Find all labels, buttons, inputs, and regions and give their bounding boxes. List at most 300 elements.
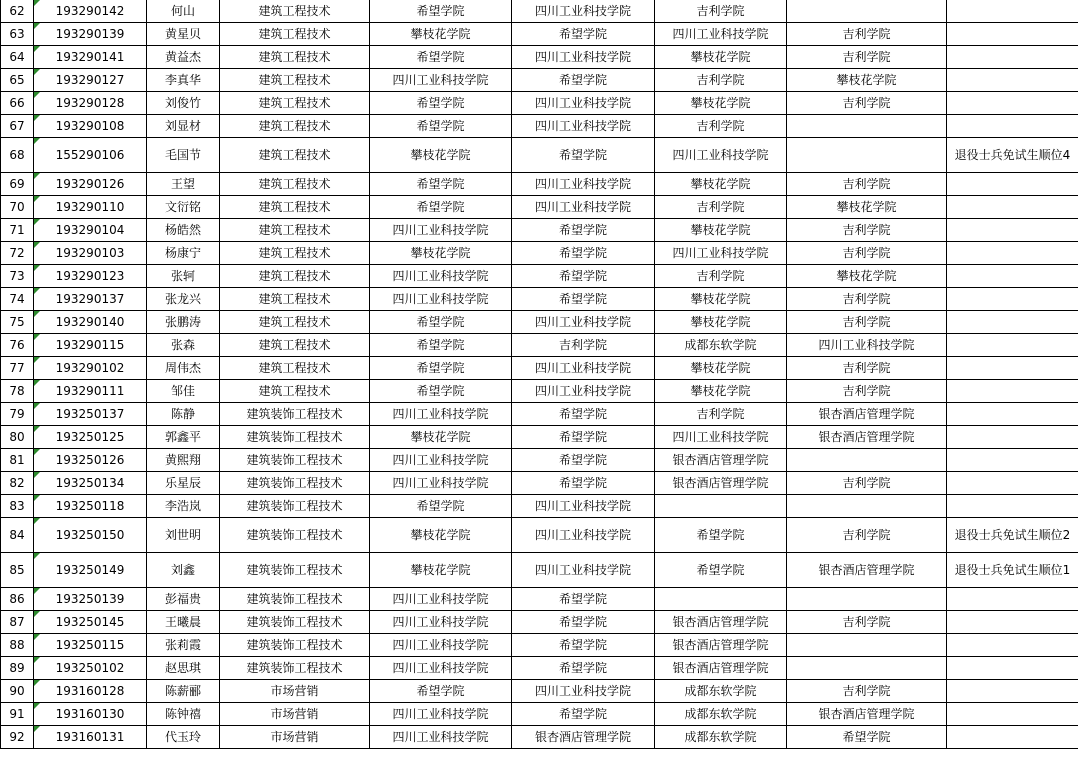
- choice-4-cell: [787, 0, 947, 23]
- note-cell: [947, 611, 1078, 634]
- student-id-cell: 193160130: [34, 703, 147, 726]
- table-row: [1, 196, 1078, 219]
- table-row: [1, 357, 1078, 380]
- choice-1-cell: 希望学院: [370, 357, 512, 380]
- table-row: [1, 518, 1078, 553]
- student-id-cell: 193160131: [34, 726, 147, 749]
- student-name-cell: 文衍铭: [147, 196, 220, 219]
- table-row: [1, 588, 1078, 611]
- major-cell: 建筑工程技术: [220, 242, 370, 265]
- table-row: [1, 403, 1078, 426]
- choice-4-cell: 吉利学院: [787, 219, 947, 242]
- choice-2-cell: 四川工业科技学院: [512, 518, 655, 553]
- student-id-cell: 193250150: [34, 518, 147, 553]
- student-id-cell: 193290108: [34, 115, 147, 138]
- row-number-cell: 74: [1, 288, 34, 311]
- row-number-cell: 88: [1, 634, 34, 657]
- table-row: [1, 92, 1078, 115]
- note-cell: [947, 288, 1078, 311]
- major-cell: 建筑工程技术: [220, 46, 370, 69]
- student-name-cell: 郭鑫平: [147, 426, 220, 449]
- choice-4-cell: [787, 657, 947, 680]
- choice-2-cell: 希望学院: [512, 403, 655, 426]
- table-row: [1, 449, 1078, 472]
- note-cell: [947, 357, 1078, 380]
- choice-3-cell: 银杏酒店管理学院: [655, 611, 787, 634]
- choice-1-cell: 希望学院: [370, 495, 512, 518]
- choice-1-cell: 攀枝花学院: [370, 426, 512, 449]
- student-name-cell: 刘显材: [147, 115, 220, 138]
- student-id-cell: 193290104: [34, 219, 147, 242]
- row-number-cell: 69: [1, 173, 34, 196]
- choice-2-cell: 希望学院: [512, 588, 655, 611]
- student-name-cell: 杨康宁: [147, 242, 220, 265]
- choice-2-cell: 希望学院: [512, 69, 655, 92]
- student-id-cell: 193250149: [34, 553, 147, 588]
- student-name-cell: 张莉霞: [147, 634, 220, 657]
- table-row: [1, 265, 1078, 288]
- choice-4-cell: 吉利学院: [787, 242, 947, 265]
- major-cell: 建筑工程技术: [220, 115, 370, 138]
- major-cell: 市场营销: [220, 726, 370, 749]
- student-id-cell: 193290110: [34, 196, 147, 219]
- student-name-cell: 陈薪郦: [147, 680, 220, 703]
- choice-3-cell: 攀枝花学院: [655, 380, 787, 403]
- choice-4-cell: [787, 115, 947, 138]
- major-cell: 建筑装饰工程技术: [220, 518, 370, 553]
- student-name-cell: 张森: [147, 334, 220, 357]
- choice-3-cell: 四川工业科技学院: [655, 138, 787, 173]
- student-name-cell: 李真华: [147, 69, 220, 92]
- major-cell: 建筑装饰工程技术: [220, 657, 370, 680]
- note-cell: [947, 657, 1078, 680]
- student-name-cell: 周伟杰: [147, 357, 220, 380]
- row-number-cell: 75: [1, 311, 34, 334]
- table-row: [1, 495, 1078, 518]
- major-cell: 建筑工程技术: [220, 357, 370, 380]
- row-number-cell: 62: [1, 0, 34, 23]
- choice-2-cell: 四川工业科技学院: [512, 380, 655, 403]
- table-row: [1, 380, 1078, 403]
- note-cell: 退役士兵免试生顺位4: [947, 138, 1078, 173]
- row-number-cell: 64: [1, 46, 34, 69]
- student-id-cell: 193290137: [34, 288, 147, 311]
- choice-3-cell: 吉利学院: [655, 196, 787, 219]
- student-name-cell: 毛国节: [147, 138, 220, 173]
- table-row: [1, 115, 1078, 138]
- note-cell: 退役士兵免试生顺位1: [947, 553, 1078, 588]
- note-cell: [947, 219, 1078, 242]
- choice-4-cell: [787, 588, 947, 611]
- student-id-cell: 193250126: [34, 449, 147, 472]
- table-row: [1, 23, 1078, 46]
- student-name-cell: 王曦晨: [147, 611, 220, 634]
- major-cell: 建筑工程技术: [220, 380, 370, 403]
- note-cell: [947, 196, 1078, 219]
- major-cell: 建筑工程技术: [220, 0, 370, 23]
- major-cell: 市场营销: [220, 680, 370, 703]
- choice-4-cell: [787, 138, 947, 173]
- choice-3-cell: 四川工业科技学院: [655, 23, 787, 46]
- major-cell: 建筑工程技术: [220, 69, 370, 92]
- choice-4-cell: 吉利学院: [787, 92, 947, 115]
- choice-1-cell: 四川工业科技学院: [370, 403, 512, 426]
- student-name-cell: 黄益杰: [147, 46, 220, 69]
- row-number-cell: 92: [1, 726, 34, 749]
- major-cell: 建筑装饰工程技术: [220, 426, 370, 449]
- choice-1-cell: 希望学院: [370, 680, 512, 703]
- student-name-cell: 杨皓然: [147, 219, 220, 242]
- choice-2-cell: 希望学院: [512, 634, 655, 657]
- choice-4-cell: 吉利学院: [787, 680, 947, 703]
- student-name-cell: 陈静: [147, 403, 220, 426]
- choice-3-cell: 希望学院: [655, 553, 787, 588]
- choice-2-cell: 四川工业科技学院: [512, 173, 655, 196]
- choice-3-cell: 银杏酒店管理学院: [655, 449, 787, 472]
- choice-2-cell: 四川工业科技学院: [512, 115, 655, 138]
- choice-2-cell: 希望学院: [512, 703, 655, 726]
- choice-2-cell: 希望学院: [512, 288, 655, 311]
- choice-3-cell: 吉利学院: [655, 265, 787, 288]
- note-cell: [947, 634, 1078, 657]
- choice-3-cell: 四川工业科技学院: [655, 242, 787, 265]
- choice-4-cell: 吉利学院: [787, 311, 947, 334]
- choice-4-cell: 攀枝花学院: [787, 196, 947, 219]
- major-cell: 建筑工程技术: [220, 23, 370, 46]
- choice-4-cell: 希望学院: [787, 726, 947, 749]
- row-number-cell: 85: [1, 553, 34, 588]
- choice-1-cell: 攀枝花学院: [370, 138, 512, 173]
- choice-3-cell: [655, 495, 787, 518]
- student-name-cell: 刘俊竹: [147, 92, 220, 115]
- choice-2-cell: 四川工业科技学院: [512, 553, 655, 588]
- choice-3-cell: 攀枝花学院: [655, 92, 787, 115]
- student-name-cell: 邹佳: [147, 380, 220, 403]
- choice-3-cell: 银杏酒店管理学院: [655, 472, 787, 495]
- student-name-cell: 陈钟禧: [147, 703, 220, 726]
- student-id-cell: 193160128: [34, 680, 147, 703]
- student-name-cell: 彭福贵: [147, 588, 220, 611]
- note-cell: [947, 426, 1078, 449]
- row-number-cell: 90: [1, 680, 34, 703]
- choice-1-cell: 四川工业科技学院: [370, 611, 512, 634]
- choice-1-cell: 攀枝花学院: [370, 23, 512, 46]
- student-name-cell: 李浩岚: [147, 495, 220, 518]
- note-cell: [947, 588, 1078, 611]
- choice-1-cell: 攀枝花学院: [370, 242, 512, 265]
- note-cell: [947, 680, 1078, 703]
- student-id-cell: 193290103: [34, 242, 147, 265]
- choice-2-cell: 四川工业科技学院: [512, 495, 655, 518]
- major-cell: 建筑装饰工程技术: [220, 634, 370, 657]
- choice-2-cell: 四川工业科技学院: [512, 680, 655, 703]
- student-id-cell: 193290126: [34, 173, 147, 196]
- choice-1-cell: 四川工业科技学院: [370, 265, 512, 288]
- choice-1-cell: 希望学院: [370, 0, 512, 23]
- choice-1-cell: 希望学院: [370, 380, 512, 403]
- student-name-cell: 张鹏涛: [147, 311, 220, 334]
- major-cell: 建筑工程技术: [220, 288, 370, 311]
- choice-1-cell: 四川工业科技学院: [370, 726, 512, 749]
- row-number-cell: 89: [1, 657, 34, 680]
- major-cell: 建筑工程技术: [220, 265, 370, 288]
- choice-3-cell: 吉利学院: [655, 115, 787, 138]
- note-cell: [947, 380, 1078, 403]
- row-number-cell: 82: [1, 472, 34, 495]
- student-name-cell: 刘鑫: [147, 553, 220, 588]
- choice-4-cell: 吉利学院: [787, 472, 947, 495]
- choice-4-cell: 攀枝花学院: [787, 69, 947, 92]
- table-row: [1, 680, 1078, 703]
- choice-1-cell: 希望学院: [370, 334, 512, 357]
- major-cell: 建筑工程技术: [220, 138, 370, 173]
- table-row: [1, 311, 1078, 334]
- note-cell: [947, 0, 1078, 23]
- choice-3-cell: 成都东软学院: [655, 334, 787, 357]
- choice-1-cell: 四川工业科技学院: [370, 449, 512, 472]
- choice-2-cell: 希望学院: [512, 611, 655, 634]
- row-number-cell: 84: [1, 518, 34, 553]
- note-cell: [947, 726, 1078, 749]
- row-number-cell: 76: [1, 334, 34, 357]
- table-row: [1, 173, 1078, 196]
- row-number-cell: 68: [1, 138, 34, 173]
- choice-2-cell: 希望学院: [512, 242, 655, 265]
- student-name-cell: 王望: [147, 173, 220, 196]
- row-number-cell: 77: [1, 357, 34, 380]
- row-number-cell: 87: [1, 611, 34, 634]
- student-id-cell: 193290142: [34, 0, 147, 23]
- table-row: [1, 553, 1078, 588]
- row-number-cell: 71: [1, 219, 34, 242]
- row-number-cell: 83: [1, 495, 34, 518]
- choice-2-cell: 希望学院: [512, 265, 655, 288]
- row-number-cell: 67: [1, 115, 34, 138]
- table-row: [1, 611, 1078, 634]
- choice-1-cell: 四川工业科技学院: [370, 703, 512, 726]
- major-cell: 建筑装饰工程技术: [220, 472, 370, 495]
- student-name-cell: 张龙兴: [147, 288, 220, 311]
- student-name-cell: 乐星辰: [147, 472, 220, 495]
- student-id-cell: 193290123: [34, 265, 147, 288]
- choice-4-cell: 四川工业科技学院: [787, 334, 947, 357]
- choice-3-cell: 成都东软学院: [655, 703, 787, 726]
- choice-3-cell: [655, 588, 787, 611]
- choice-4-cell: 银杏酒店管理学院: [787, 403, 947, 426]
- table-row: [1, 657, 1078, 680]
- note-cell: [947, 69, 1078, 92]
- choice-2-cell: 四川工业科技学院: [512, 46, 655, 69]
- choice-2-cell: 四川工业科技学院: [512, 311, 655, 334]
- student-id-cell: 193250102: [34, 657, 147, 680]
- choice-2-cell: 希望学院: [512, 449, 655, 472]
- student-id-cell: 193250134: [34, 472, 147, 495]
- student-id-cell: 193250139: [34, 588, 147, 611]
- row-number-cell: 73: [1, 265, 34, 288]
- choice-4-cell: 银杏酒店管理学院: [787, 426, 947, 449]
- choice-1-cell: 四川工业科技学院: [370, 69, 512, 92]
- student-id-cell: 193250115: [34, 634, 147, 657]
- student-id-cell: 193290111: [34, 380, 147, 403]
- choice-1-cell: 希望学院: [370, 115, 512, 138]
- row-number-cell: 70: [1, 196, 34, 219]
- choice-3-cell: 攀枝花学院: [655, 173, 787, 196]
- note-cell: [947, 92, 1078, 115]
- table-row: [1, 703, 1078, 726]
- choice-4-cell: 银杏酒店管理学院: [787, 703, 947, 726]
- student-id-cell: 193250145: [34, 611, 147, 634]
- student-name-cell: 何山: [147, 0, 220, 23]
- note-cell: [947, 46, 1078, 69]
- choice-1-cell: 攀枝花学院: [370, 518, 512, 553]
- choice-4-cell: 攀枝花学院: [787, 265, 947, 288]
- choice-2-cell: 希望学院: [512, 23, 655, 46]
- note-cell: 退役士兵免试生顺位2: [947, 518, 1078, 553]
- note-cell: [947, 23, 1078, 46]
- choice-4-cell: [787, 449, 947, 472]
- table-row: [1, 726, 1078, 749]
- student-id-cell: 193250125: [34, 426, 147, 449]
- major-cell: 建筑工程技术: [220, 311, 370, 334]
- note-cell: [947, 173, 1078, 196]
- choice-2-cell: 希望学院: [512, 472, 655, 495]
- student-id-cell: 193290128: [34, 92, 147, 115]
- choice-3-cell: 攀枝花学院: [655, 219, 787, 242]
- choice-1-cell: 希望学院: [370, 196, 512, 219]
- choice-1-cell: 希望学院: [370, 46, 512, 69]
- note-cell: [947, 311, 1078, 334]
- row-number-cell: 80: [1, 426, 34, 449]
- choice-2-cell: 四川工业科技学院: [512, 357, 655, 380]
- table-row: [1, 219, 1078, 242]
- major-cell: 建筑工程技术: [220, 173, 370, 196]
- row-number-cell: 78: [1, 380, 34, 403]
- choice-1-cell: 希望学院: [370, 311, 512, 334]
- choice-3-cell: 希望学院: [655, 518, 787, 553]
- table-row: [1, 242, 1078, 265]
- choice-1-cell: 攀枝花学院: [370, 553, 512, 588]
- choice-4-cell: 吉利学院: [787, 357, 947, 380]
- choice-1-cell: 四川工业科技学院: [370, 288, 512, 311]
- table-row: [1, 426, 1078, 449]
- row-number-cell: 63: [1, 23, 34, 46]
- note-cell: [947, 703, 1078, 726]
- student-name-cell: 代玉玲: [147, 726, 220, 749]
- choice-3-cell: 成都东软学院: [655, 680, 787, 703]
- table-row: [1, 472, 1078, 495]
- student-name-cell: 刘世明: [147, 518, 220, 553]
- student-id-cell: 193290139: [34, 23, 147, 46]
- choice-1-cell: 四川工业科技学院: [370, 657, 512, 680]
- row-number-cell: 79: [1, 403, 34, 426]
- choice-3-cell: 吉利学院: [655, 69, 787, 92]
- major-cell: 建筑工程技术: [220, 196, 370, 219]
- choice-2-cell: 银杏酒店管理学院: [512, 726, 655, 749]
- row-number-cell: 91: [1, 703, 34, 726]
- choice-3-cell: 吉利学院: [655, 0, 787, 23]
- student-id-cell: 193290141: [34, 46, 147, 69]
- note-cell: [947, 403, 1078, 426]
- choice-3-cell: 银杏酒店管理学院: [655, 657, 787, 680]
- note-cell: [947, 334, 1078, 357]
- choice-2-cell: 希望学院: [512, 426, 655, 449]
- choice-3-cell: 吉利学院: [655, 403, 787, 426]
- choice-3-cell: 成都东软学院: [655, 726, 787, 749]
- choice-2-cell: 希望学院: [512, 138, 655, 173]
- major-cell: 建筑装饰工程技术: [220, 611, 370, 634]
- choice-3-cell: 攀枝花学院: [655, 357, 787, 380]
- student-name-cell: 黄熙翔: [147, 449, 220, 472]
- table-row: [1, 138, 1078, 173]
- note-cell: [947, 449, 1078, 472]
- choice-2-cell: 四川工业科技学院: [512, 196, 655, 219]
- table-row: [1, 46, 1078, 69]
- major-cell: 建筑装饰工程技术: [220, 588, 370, 611]
- choice-1-cell: 四川工业科技学院: [370, 472, 512, 495]
- choice-4-cell: 吉利学院: [787, 518, 947, 553]
- table-row: [1, 334, 1078, 357]
- student-name-cell: 赵思琪: [147, 657, 220, 680]
- choice-2-cell: 四川工业科技学院: [512, 92, 655, 115]
- student-id-cell: 193250137: [34, 403, 147, 426]
- table-row: [1, 0, 1078, 23]
- table-row: [1, 634, 1078, 657]
- choice-3-cell: 攀枝花学院: [655, 46, 787, 69]
- choice-1-cell: 四川工业科技学院: [370, 588, 512, 611]
- choice-4-cell: 吉利学院: [787, 46, 947, 69]
- choice-4-cell: 吉利学院: [787, 173, 947, 196]
- choice-3-cell: 银杏酒店管理学院: [655, 634, 787, 657]
- choice-1-cell: 希望学院: [370, 173, 512, 196]
- choice-4-cell: 吉利学院: [787, 23, 947, 46]
- choice-2-cell: 四川工业科技学院: [512, 0, 655, 23]
- student-id-cell: 193290102: [34, 357, 147, 380]
- choice-4-cell: 银杏酒店管理学院: [787, 553, 947, 588]
- note-cell: [947, 472, 1078, 495]
- note-cell: [947, 242, 1078, 265]
- major-cell: 建筑工程技术: [220, 92, 370, 115]
- student-id-cell: 155290106: [34, 138, 147, 173]
- choice-1-cell: 四川工业科技学院: [370, 634, 512, 657]
- major-cell: 建筑装饰工程技术: [220, 403, 370, 426]
- choice-3-cell: 攀枝花学院: [655, 288, 787, 311]
- choice-2-cell: 吉利学院: [512, 334, 655, 357]
- major-cell: 建筑装饰工程技术: [220, 449, 370, 472]
- student-id-cell: 193250118: [34, 495, 147, 518]
- major-cell: 建筑装饰工程技术: [220, 553, 370, 588]
- row-number-cell: 65: [1, 69, 34, 92]
- table-row: [1, 288, 1078, 311]
- row-number-cell: 81: [1, 449, 34, 472]
- student-id-cell: 193290127: [34, 69, 147, 92]
- choice-3-cell: 四川工业科技学院: [655, 426, 787, 449]
- choice-4-cell: [787, 634, 947, 657]
- note-cell: [947, 265, 1078, 288]
- student-name-cell: 黄星贝: [147, 23, 220, 46]
- choice-4-cell: 吉利学院: [787, 611, 947, 634]
- student-id-cell: 193290140: [34, 311, 147, 334]
- row-number-cell: 72: [1, 242, 34, 265]
- major-cell: 建筑工程技术: [220, 334, 370, 357]
- choice-3-cell: 攀枝花学院: [655, 311, 787, 334]
- choice-1-cell: 希望学院: [370, 92, 512, 115]
- choice-4-cell: [787, 495, 947, 518]
- major-cell: 建筑工程技术: [220, 219, 370, 242]
- choice-4-cell: 吉利学院: [787, 380, 947, 403]
- note-cell: [947, 495, 1078, 518]
- row-number-cell: 86: [1, 588, 34, 611]
- choice-2-cell: 希望学院: [512, 219, 655, 242]
